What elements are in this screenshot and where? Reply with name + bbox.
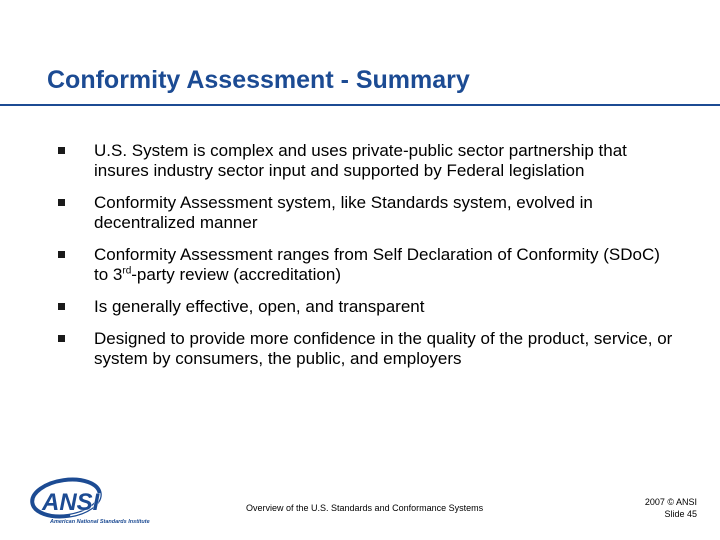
- logo-wordmark: ANSI: [42, 489, 100, 516]
- bullet-item: [58, 245, 678, 285]
- square-bullet-icon: [58, 251, 65, 258]
- footer-title: Overview of the U.S. Standards and Conformance Systems: [246, 503, 484, 513]
- ansi-logo: [28, 476, 168, 526]
- bullet-text: [94, 245, 660, 284]
- bullet-item: [58, 193, 678, 233]
- logo-tagline: American National Standards Institute: [50, 519, 150, 525]
- bullet-text: U.S. System is complex and uses private-public sector partnership that insures industry sector input and supported by Federal legislation: [94, 141, 627, 180]
- bullet-list: [58, 141, 678, 381]
- square-bullet-icon: [58, 199, 65, 206]
- square-bullet-icon: [58, 335, 65, 342]
- copyright-text: 2007 © ANSI: [644, 497, 697, 507]
- bullet-text-after: -party review (accreditation): [131, 265, 342, 284]
- slide-number: Slide 45: [664, 509, 697, 519]
- slide-title: Conformity Assessment - Summary: [47, 66, 470, 94]
- bullet-text: Designed to provide more confidence in the quality of the product, service, or system by consumers, the public, and employers: [94, 329, 673, 368]
- footer-meta: [645, 496, 697, 520]
- bullet-text-before: Conformity Assessment ranges from Self Declaration of Conformity (SDoC) to 3: [94, 245, 660, 284]
- bullet-item: [58, 141, 678, 181]
- square-bullet-icon: [58, 147, 65, 154]
- square-bullet-icon: [58, 303, 65, 310]
- bullet-item: [58, 297, 678, 317]
- bullet-text: Conformity Assessment system, like Standards system, evolved in decentralized manner: [94, 193, 593, 232]
- ordinal-superscript: rd: [122, 265, 132, 277]
- bullet-item: [58, 329, 678, 369]
- bullet-text: Is generally effective, open, and transparent: [94, 297, 425, 316]
- title-divider: [0, 104, 720, 106]
